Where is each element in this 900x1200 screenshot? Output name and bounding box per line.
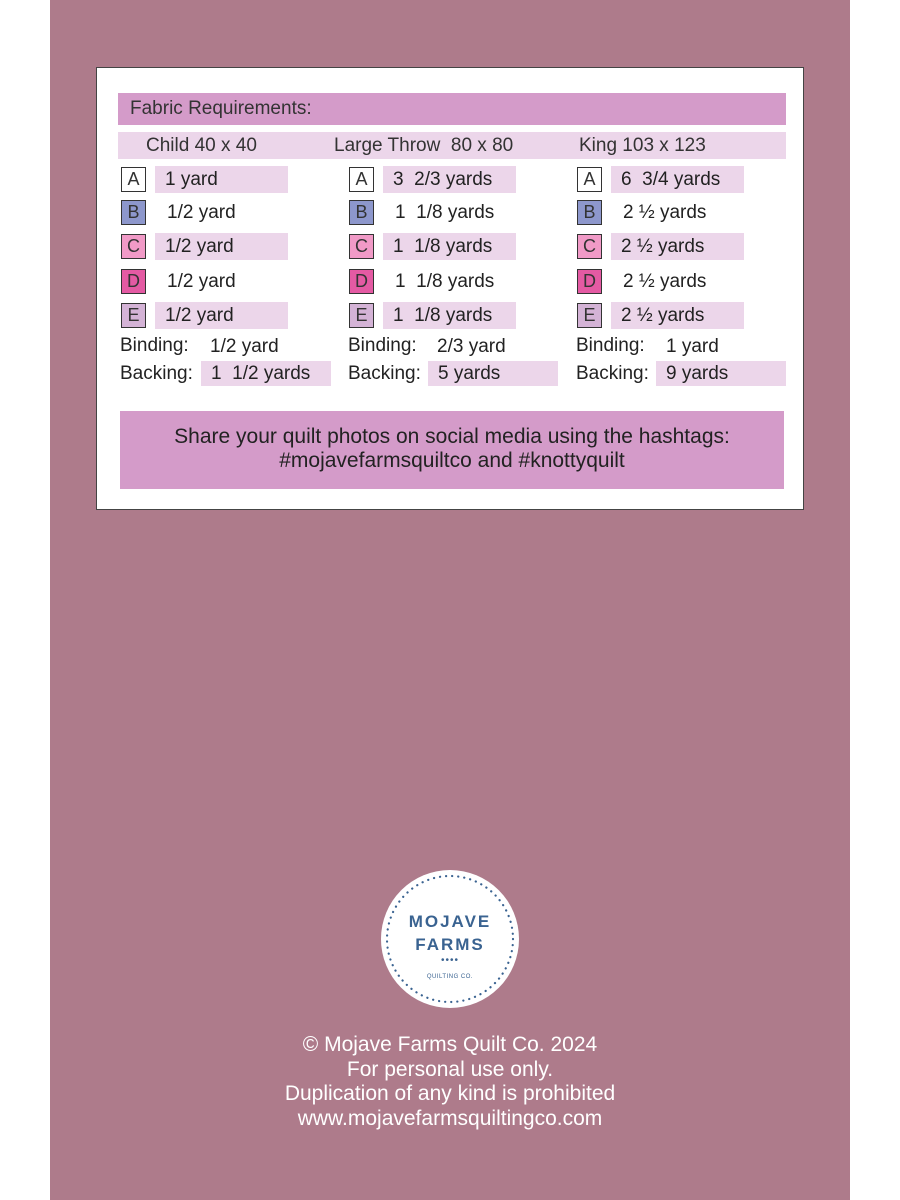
fabric-e-king: 2 ½ yards (611, 302, 744, 329)
fabric-swatch-d: D (121, 269, 146, 294)
binding-king: 1 yard (666, 336, 719, 357)
hashtags-text: #mojavefarmsquiltco and #knottyquilt (279, 449, 625, 472)
fabric-d-child: 1/2 yard (167, 271, 236, 292)
fabric-swatch-d: D (577, 269, 602, 294)
fabric-swatch-b: B (349, 200, 374, 225)
share-hashtags-banner (120, 411, 784, 489)
size-king: King 103 x 123 (579, 135, 706, 156)
fabric-swatch-c: C (349, 234, 374, 259)
fabric-swatch-b: B (121, 200, 146, 225)
size-child: Child 40 x 40 (146, 135, 257, 156)
share-text: Share your quilt photos on social media using the hashtags: (174, 425, 730, 448)
fabric-swatch-e: E (577, 303, 602, 328)
fabric-a-child: 1 yard (155, 166, 288, 193)
backing-label: Backing: (120, 363, 193, 384)
backing-large-throw: 5 yards (428, 361, 558, 386)
fabric-d-king: 2 ½ yards (623, 271, 707, 292)
binding-label: Binding: (348, 335, 417, 356)
fabric-a-large-throw: 3 2/3 yards (383, 166, 516, 193)
fabric-e-large-throw: 1 1/8 yards (383, 302, 516, 329)
logo-line-quilting-co: QUILTING CO. (426, 974, 474, 980)
backing-label: Backing: (348, 363, 421, 384)
fabric-c-king: 2 ½ yards (611, 233, 744, 260)
fabric-swatch-e: E (349, 303, 374, 328)
fabric-d-large-throw: 1 1/8 yards (395, 271, 495, 292)
size-large-throw: Large Throw 80 x 80 (334, 135, 514, 156)
logo-dots: •••• (440, 955, 459, 966)
copyright-footer (50, 1033, 850, 1131)
copyright-text: © Mojave Farms Quilt Co. 2024 (302, 1033, 598, 1056)
fabric-c-large-throw: 1 1/8 yards (383, 233, 516, 260)
fabric-swatch-c: C (121, 234, 146, 259)
binding-label: Binding: (576, 335, 645, 356)
website-link[interactable]: www.mojavefarmsquiltingco.com (297, 1106, 603, 1130)
backing-king: 9 yards (656, 361, 786, 386)
fabric-a-king: 6 3/4 yards (611, 166, 744, 193)
fabric-c-child: 1/2 yard (155, 233, 288, 260)
fabric-b-child: 1/2 yard (167, 202, 236, 223)
backing-child: 1 1/2 yards (201, 361, 331, 386)
fabric-swatch-b: B (577, 200, 602, 225)
fabric-swatch-e: E (121, 303, 146, 328)
mojave-farms-logo (381, 870, 519, 1008)
fabric-b-large-throw: 1 1/8 yards (395, 202, 495, 223)
backing-label: Backing: (576, 363, 649, 384)
binding-large-throw: 2/3 yard (437, 336, 506, 357)
fabric-requirements-card (96, 67, 804, 510)
fabric-e-child: 1/2 yard (155, 302, 288, 329)
logo-line-mojave: MOJAVE (408, 912, 492, 931)
personal-use-text: For personal use only. (346, 1057, 554, 1081)
pattern-back-page (50, 0, 850, 1200)
fabric-swatch-d: D (349, 269, 374, 294)
binding-label: Binding: (120, 335, 189, 356)
duplication-text: Duplication of any kind is prohibited (284, 1082, 616, 1105)
fabric-swatch-a: A (121, 167, 146, 192)
fabric-requirements-title: Fabric Requirements: (118, 93, 786, 125)
fabric-swatch-a: A (349, 167, 374, 192)
fabric-swatch-a: A (577, 167, 602, 192)
binding-child: 1/2 yard (210, 336, 279, 357)
fabric-swatch-c: C (577, 234, 602, 259)
logo-line-farms: FARMS (415, 935, 485, 954)
fabric-b-king: 2 ½ yards (623, 202, 707, 223)
